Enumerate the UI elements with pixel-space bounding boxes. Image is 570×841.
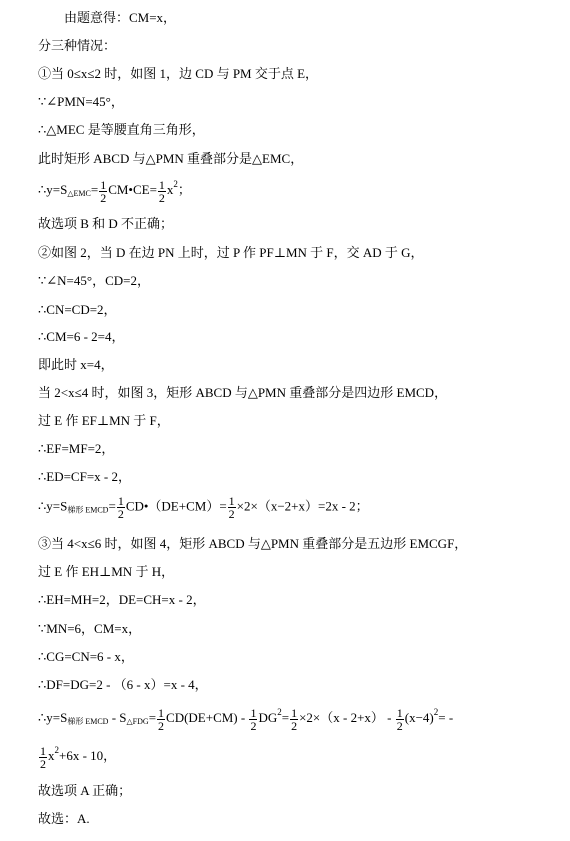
text-line: ∵∠PMN=45°， xyxy=(38,94,124,109)
text-line: ①当 0≤x≤2 时，如图 1，边 CD 与 PM 交于点 E， xyxy=(38,66,319,81)
text-line: ∴EH=MH=2，DE=CH=x - 2， xyxy=(38,592,206,607)
text-line: ∴△MEC 是等腰直角三角形， xyxy=(38,122,205,137)
text-line: ③当 4<x≤6 时，如图 4，矩形 ABCD 与△PMN 重叠部分是五边形 EMCGF， xyxy=(38,536,468,551)
text-line: ∴EF=MF=2， xyxy=(38,441,115,456)
text-line: ∴CG=CN=6 - x， xyxy=(38,649,134,664)
text-line: ∴CN=CD=2， xyxy=(38,302,117,317)
text-line: ∴DF=DG=2 - （6 - x）=x - 4， xyxy=(38,677,208,692)
fraction: $\frac{1}{2}$ xyxy=(250,705,257,733)
text-line: 过 E 作 EF⊥MN 于 F， xyxy=(38,413,170,428)
fraction: $\frac{1}{2}$ xyxy=(100,177,107,205)
text-line: ②如图 2，当 D 在边 PN 上时，过 P 作 PF⊥MN 于 F，交 AD 于 G， xyxy=(38,245,424,260)
fraction: $\frac{1}{2}$ xyxy=(158,705,165,733)
text-line: 过 E 作 EH⊥MN 于 H， xyxy=(38,564,175,579)
text-line: 分三种情况： xyxy=(38,38,117,53)
text-line: 故选：A. xyxy=(38,811,90,826)
text-line: ∵∠N=45°，CD=2， xyxy=(38,273,150,288)
fraction: $\frac{1}{2}$ xyxy=(158,177,165,205)
fraction: $\frac{1}{2}$ xyxy=(40,743,46,771)
equation-line: $\therefore y=S_{\triangle EMC}=$ $\frac{1}{2}$ CM•CE= $\frac{1}{2}$ $x^2$； xyxy=(38,177,191,205)
text-line: ∴ED=CF=x - 2， xyxy=(38,469,131,484)
text-line: 由题意得：CM=x， xyxy=(64,10,177,25)
text-line: 故选项 A 正确； xyxy=(38,783,132,798)
text-line: ∴CM=6 - 2=4， xyxy=(38,329,125,344)
equation-line: $\frac{1}{2}$ $x^2+6x - 10$， xyxy=(40,743,117,771)
text-line: 故选项 B 和 D 不正确； xyxy=(38,216,174,231)
equation-line: $\therefore y=S_{梯形 EMCD}=$ $\frac{1}{2}$ CD•（DE+CM）= $\frac{1}{2}$ ×2×（x−2+x）=2x - 2； xyxy=(38,494,369,521)
fraction: $\frac{1}{2}$ xyxy=(396,705,403,733)
text-line: 当 2<x≤4 时，如图 3，矩形 ABCD 与△PMN 重叠部分是四边形 EMCD， xyxy=(38,385,448,400)
fraction: $\frac{1}{2}$ xyxy=(291,705,298,733)
text-line: 此时矩形 ABCD 与△PMN 重叠部分是△EMC， xyxy=(38,151,304,166)
text-line: 即此时 x=4， xyxy=(38,357,114,372)
fraction: $\frac{1}{2}$ xyxy=(117,494,124,521)
text-line: ∵MN=6，CM=x， xyxy=(38,621,142,636)
equation-line: $\therefore y=S_{梯形 EMCD} - S_{\triangle FDG}=$ $\frac{1}{2}$ CD(DE+CM) - $\frac{1}{2}$ $DG^2=$ $\frac{1}{2}$ ×2×（x - 2+x） - $\frac{1}{2}$ $(x-4)^2=$ - xyxy=(38,705,454,733)
fraction: $\frac{1}{2}$ xyxy=(228,494,235,521)
